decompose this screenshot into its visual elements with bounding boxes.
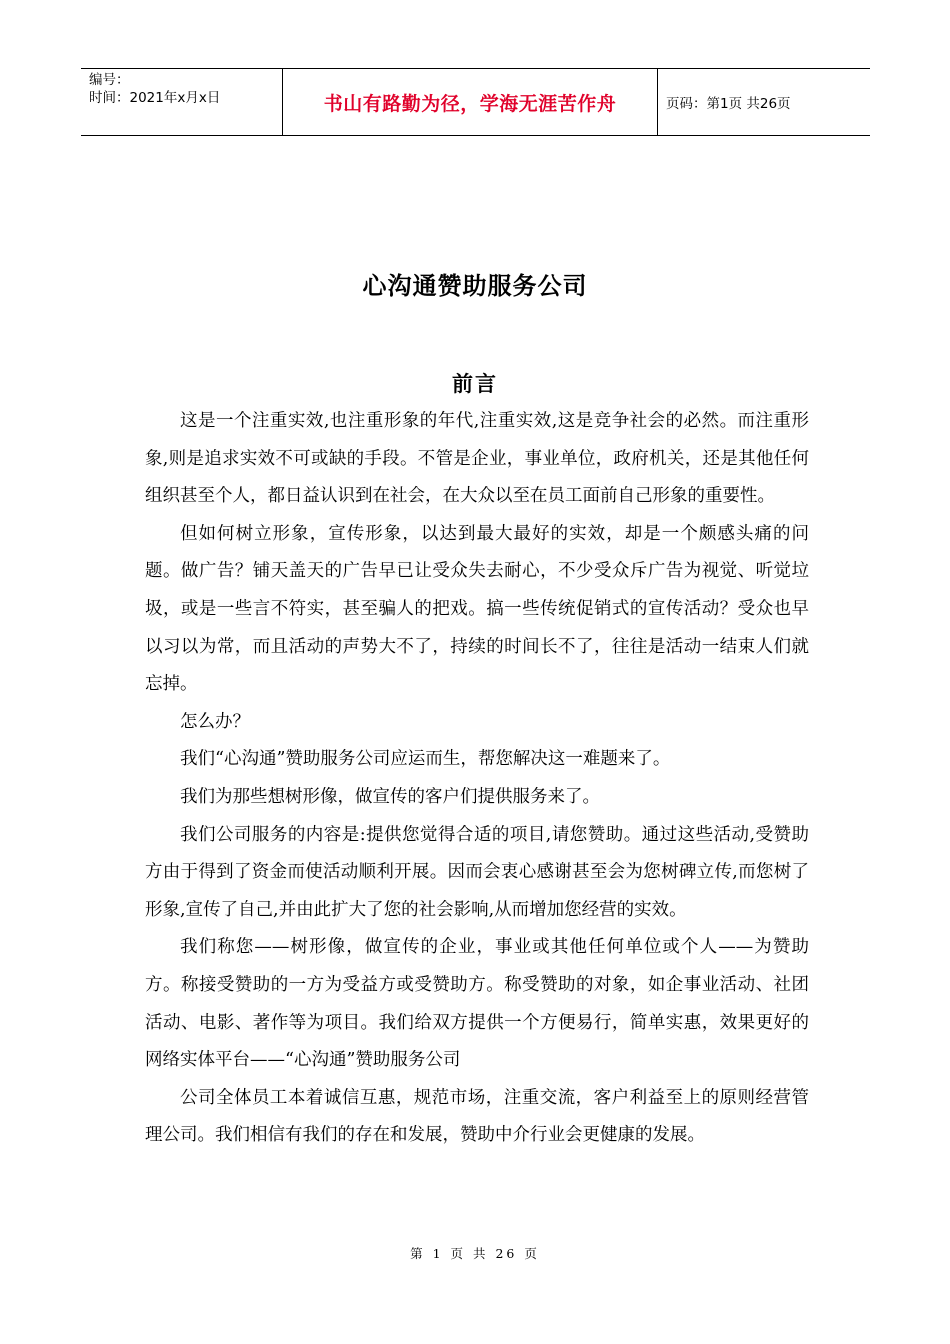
section-title: 前言 (452, 372, 498, 396)
paragraph: 我们为那些想树形像，做宣传的客户们提供服务来了。 (180, 786, 600, 807)
paragraph: 怎么办？ (180, 711, 250, 732)
document-number-label: 编号： (89, 72, 130, 88)
paragraph: 我们公司服务的内容是:提供您觉得合适的项目,请您赞助。通过这些活动,受赞助方由于得到了资金而使活动顺利开展。因而会衷心感谢甚至会为您树碑立传,而您树了形象,宣传了自己,并由此扩大了您的社会影响,从而增加您经营的实效。 (145, 824, 809, 920)
document-date: 时间：2021年x月x日 (89, 90, 221, 106)
paragraph: 但如何树立形象，宣传形象，以达到最大最好的实效，却是一个颇感头痛的问题。做广告？铺天盖天的广告早已让受众失去耐心，不少受众斥广告为视觉、听觉垃圾，或是一些言不符实，甚至骗人的把戏。搞一些传统促销式的宣传活动？受众也早以习以为常，而且活动的声势大不了，持续的时间长不了，往往是活动一结束人们就忘掉。 (145, 523, 809, 695)
header-page-info: 页码：第1页 共26页 (666, 96, 791, 112)
header-meta (81, 69, 283, 135)
paragraph: 公司全体员工本着诚信互惠，规范市场，注重交流，客户利益至上的原则经营管理公司。我们相信有我们的存在和发展，赞助中介行业会更健康的发展。 (145, 1087, 809, 1146)
paragraph: 这是一个注重实效,也注重形象的年代,注重实效,这是竞争社会的必然。而注重形象,则是追求实效不可或缺的手段。不管是企业，事业单位，政府机关，还是其他任何组织甚至个人，都日益认识到在社会，在大众以至在员工面前自己形象的重要性。 (145, 411, 809, 507)
page-footer: 第 1 页 共 26 页 (410, 1246, 540, 1261)
paragraph: 我们“心沟通”赞助服务公司应运而生，帮您解决这一难题来了。 (180, 749, 671, 770)
document-body (145, 403, 809, 1155)
page-header (81, 68, 870, 136)
paragraph: 我们称您——树形像，做宣传的企业，事业或其他任何单位或个人——为赞助方。称接受赞助的一方为受益方或受赞助方。称受赞助的对象，如企事业活动、社团活动、电影、著作等为项目。我们给双方提供一个方便易行，简单实惠，效果更好的网络实体平台——“心沟通”赞助服务公司 (145, 937, 809, 1071)
document-title: 心沟通赞助服务公司 (362, 272, 588, 300)
header-motto: 书山有路勤为径，学海无涯苦作舟 (283, 69, 658, 135)
